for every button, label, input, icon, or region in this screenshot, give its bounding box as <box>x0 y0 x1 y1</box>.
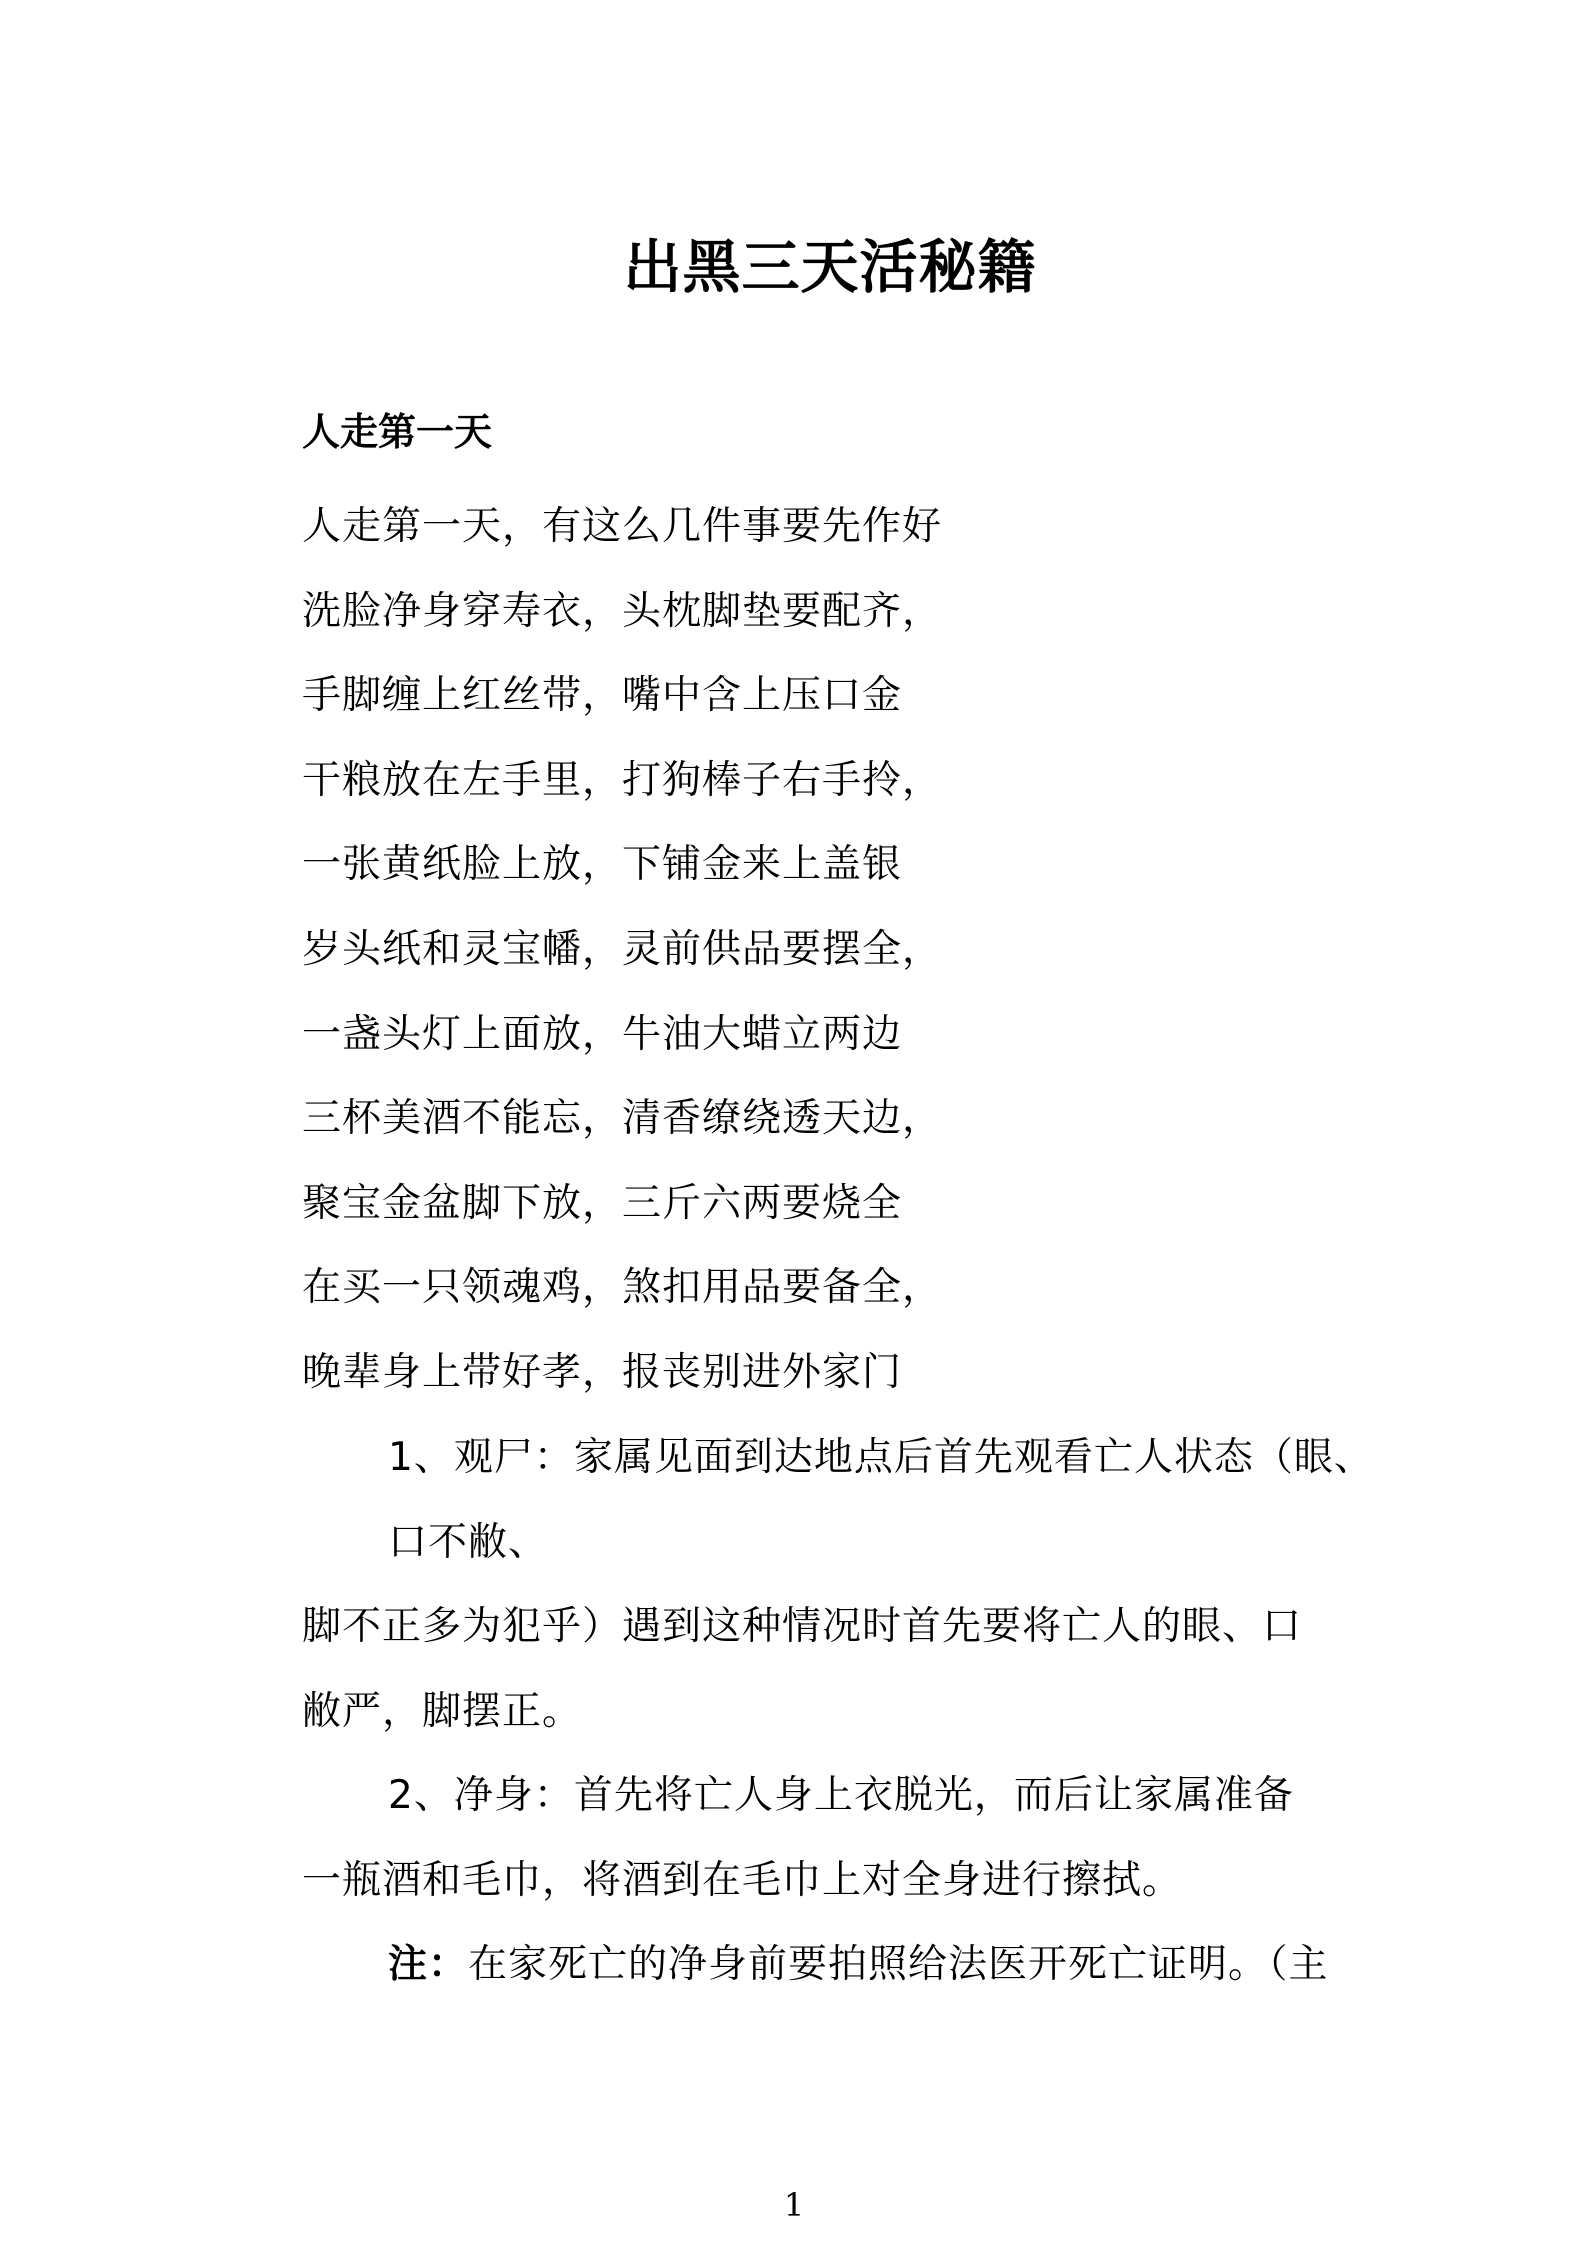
verse-line: 手脚缠上红丝带，嘴中含上压口金 <box>302 673 903 719</box>
verse-line: 晚辈身上带好孝，报丧别进外家门 <box>302 1349 903 1395</box>
verse-line: 人走第一天，有这么几件事要先作好 <box>302 504 943 549</box>
verse-list <box>302 485 1362 1416</box>
document-title: 出黑三天活秘籍 <box>623 233 1037 301</box>
verse-line: 三杯美酒不能忘，清香缭绕透天边， <box>302 1096 943 1142</box>
verse-line: 在买一只领魂鸡，煞扣用品要备全， <box>302 1265 943 1311</box>
verse-line: 干粮放在左手里，打狗棒子右手拎， <box>302 757 943 803</box>
verse-line: 聚宝金盆脚下放，三斤六两要烧全 <box>302 1180 903 1226</box>
item-1-line-4: 敝严，脚摆正。 <box>302 1688 583 1734</box>
item-2-line-2: 一瓶酒和毛巾，将酒到在毛巾上对全身进行擦拭。 <box>302 1857 1183 1903</box>
verse-line: 一张黄纸脸上放，下铺金来上盖银 <box>302 842 903 888</box>
note-text: 在家死亡的净身前要拍照给法医开死亡证明。（主 <box>468 1942 1329 1987</box>
verse-line: 一盏头灯上面放，牛油大蜡立两边 <box>302 1011 903 1057</box>
note-label: 注： <box>388 1942 469 1987</box>
item-1-line-2: 口不敝、 <box>388 1519 549 1565</box>
paragraph-note <box>302 1923 1368 2008</box>
page-number: 1 <box>783 2186 805 2224</box>
item-2-line-1: 2、净身：首先将亡人身上衣脱光，而后让家属准备 <box>388 1773 1294 1818</box>
section-heading: 人走第一天 <box>302 410 493 454</box>
item-1-line-1: 1、观尸：家属见面到达地点后首先观看亡人状态（眼、 <box>388 1435 1374 1480</box>
verse-line: 岁头纸和灵宝幡，灵前供品要摆全， <box>302 926 943 972</box>
paragraph-item-2 <box>302 1754 1368 1923</box>
verse-line: 洗脸净身穿寿衣，头枕脚垫要配齐， <box>302 588 943 634</box>
paragraph-item-1 <box>302 1416 1374 1754</box>
item-1-line-3: 脚不正多为犯乎）遇到这种情况时首先要将亡人的眼、口 <box>302 1604 1303 1650</box>
